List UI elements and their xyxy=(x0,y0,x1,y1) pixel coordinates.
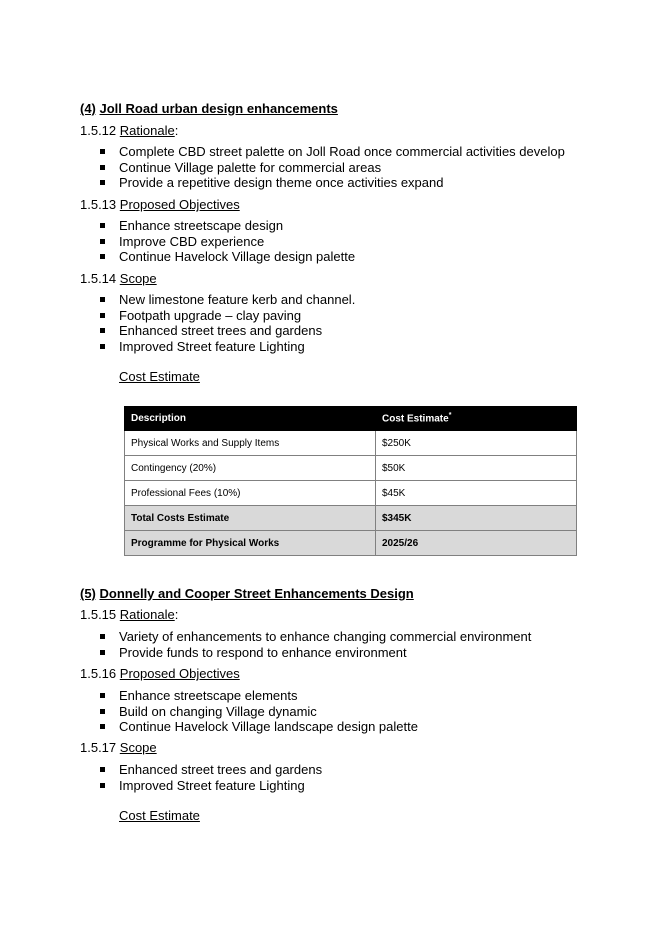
subsection-number: 1.5.16 xyxy=(80,666,117,681)
section-4-number: (4) xyxy=(80,101,96,116)
section-4-heading xyxy=(80,101,338,116)
table-cell: $345K xyxy=(376,506,577,531)
list-item: Continue Village palette for commercial areas xyxy=(98,160,565,176)
section-5-scope-heading xyxy=(80,740,157,755)
section-4-objectives-heading xyxy=(80,197,240,212)
section-5-scope-list xyxy=(98,762,322,793)
subsection-label: Rationale xyxy=(119,607,175,622)
list-item: Enhance streetscape elements xyxy=(98,688,418,704)
footnote-asterisk: * xyxy=(448,412,452,420)
table-cell: $50K xyxy=(376,456,577,481)
subsection-label: Scope xyxy=(119,271,157,286)
list-item: Footpath upgrade – clay paving xyxy=(98,308,355,324)
section-4-scope-heading xyxy=(80,271,157,286)
section-4-objectives-list xyxy=(98,218,355,265)
table-row xyxy=(125,481,577,506)
table-cell: Contingency (20%) xyxy=(125,456,376,481)
list-item: Build on changing Village dynamic xyxy=(98,704,418,720)
list-item: Improved Street feature Lighting xyxy=(98,339,355,355)
section-4-cost-estimate-label: Cost Estimate xyxy=(119,369,200,384)
subsection-number: 1.5.17 xyxy=(80,740,117,755)
table-row-total xyxy=(125,506,577,531)
header-cost-estimate xyxy=(376,407,577,431)
table-cell: Total Costs Estimate xyxy=(125,506,376,531)
table-header-row xyxy=(125,407,577,431)
section-4-title: Joll Road urban design enhancements xyxy=(99,101,338,116)
subsection-number: 1.5.12 xyxy=(80,123,117,138)
subsection-label: Scope xyxy=(119,740,157,755)
table-cell: 2025/26 xyxy=(376,531,577,556)
subsection-label: Proposed Objectives xyxy=(119,666,240,681)
table-cell: Programme for Physical Works xyxy=(125,531,376,556)
header-cost-estimate-text: Cost Estimate xyxy=(382,413,449,425)
list-item: Enhanced street trees and gardens xyxy=(98,323,355,339)
section-5-heading xyxy=(80,586,414,601)
list-item: Improved Street feature Lighting xyxy=(98,778,322,794)
subsection-label: Proposed Objectives xyxy=(119,197,240,212)
section-5-cost-estimate-label: Cost Estimate xyxy=(119,808,200,823)
table-cell: $250K xyxy=(376,431,577,456)
section-5-number: (5) xyxy=(80,586,96,601)
subsection-number: 1.5.15 xyxy=(80,607,117,622)
cost-estimate-table xyxy=(124,406,577,556)
label-suffix: : xyxy=(174,607,179,622)
subsection-number: 1.5.14 xyxy=(80,271,117,286)
label-suffix: : xyxy=(174,123,179,138)
list-item: Enhanced street trees and gardens xyxy=(98,762,322,778)
section-4-rationale-heading xyxy=(80,123,178,138)
header-description: Description xyxy=(125,407,376,431)
table-row xyxy=(125,431,577,456)
section-5-rationale-heading xyxy=(80,607,178,622)
list-item: Improve CBD experience xyxy=(98,234,355,250)
list-item: Enhance streetscape design xyxy=(98,218,355,234)
list-item: Provide a repetitive design theme once activities expand xyxy=(98,175,565,191)
table-row-programme xyxy=(125,531,577,556)
table-cell: $45K xyxy=(376,481,577,506)
section-5-title: Donnelly and Cooper Street Enhancements Design xyxy=(99,586,414,601)
section-4-scope-list xyxy=(98,292,355,354)
subsection-label: Rationale xyxy=(119,123,175,138)
list-item: Complete CBD street palette on Joll Road once commercial activities develop xyxy=(98,144,565,160)
section-4-rationale-list xyxy=(98,144,565,191)
section-5-objectives-list xyxy=(98,688,418,735)
table-row xyxy=(125,456,577,481)
list-item: Provide funds to respond to enhance environment xyxy=(98,645,531,661)
table-cell: Physical Works and Supply Items xyxy=(125,431,376,456)
section-5-rationale-list xyxy=(98,629,531,660)
table-cell: Professional Fees (10%) xyxy=(125,481,376,506)
list-item: Variety of enhancements to enhance changing commercial environment xyxy=(98,629,531,645)
list-item: New limestone feature kerb and channel. xyxy=(98,292,355,308)
list-item: Continue Havelock Village landscape design palette xyxy=(98,719,418,735)
section-5-objectives-heading xyxy=(80,666,240,681)
list-item: Continue Havelock Village design palette xyxy=(98,249,355,265)
subsection-number: 1.5.13 xyxy=(80,197,117,212)
